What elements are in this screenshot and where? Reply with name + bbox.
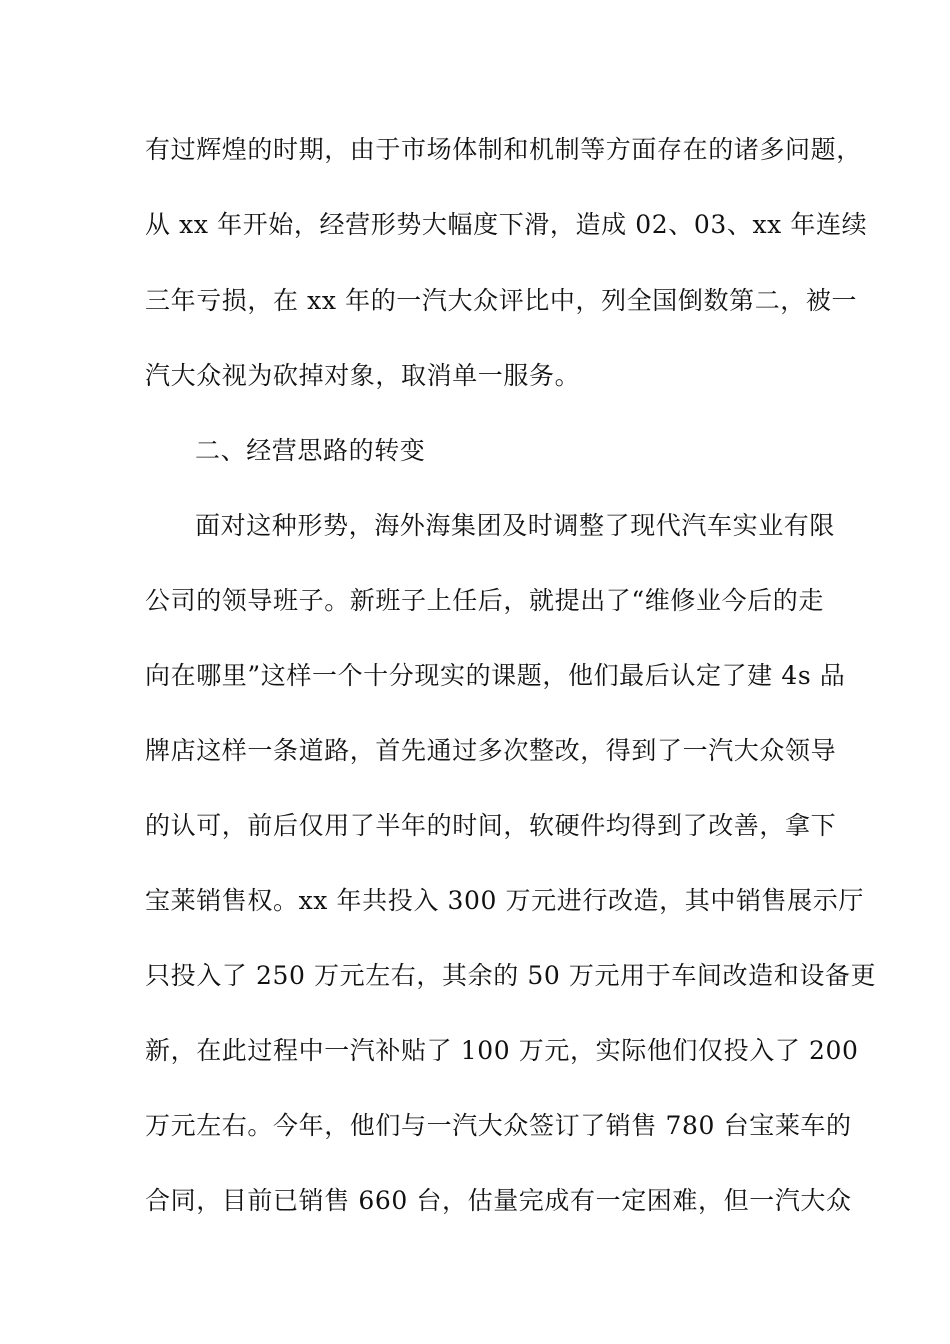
paragraph-line: 有过辉煌的时期，由于市场体制和机制等方面存在的诸多问题， bbox=[145, 135, 862, 164]
paragraph-line: 公司的领导班子。新班子上任后，就提出了“维修业今后的走 bbox=[145, 586, 824, 615]
paragraph-line: 宝莱销售权。xx 年共投入 300 万元进行改造，其中销售展示厅 bbox=[145, 886, 864, 915]
paragraph-line: 面对这种形势，海外海集团及时调整了现代汽车实业有限 bbox=[195, 511, 836, 540]
paragraph-line: 只投入了 250 万元左右，其余的 50 万元用于车间改造和设备更 bbox=[145, 961, 877, 990]
paragraph-line: 向在哪里”这样一个十分现实的课题，他们最后认定了建 4s 品 bbox=[145, 661, 846, 690]
paragraph-line: 万元左右。今年，他们与一汽大众签订了销售 780 台宝莱车的 bbox=[145, 1111, 852, 1140]
paragraph-line: 汽大众视为砍掉对象，取消单一服务。 bbox=[145, 361, 581, 390]
paragraph-line: 合同，目前已销售 660 台，估量完成有一定困难，但一汽大众 bbox=[145, 1186, 852, 1215]
paragraph-line: 三年亏损，在 xx 年的一汽大众评比中，列全国倒数第二，被一 bbox=[145, 286, 858, 315]
paragraph-line: 牌店这样一条道路，首先通过多次整改，得到了一汽大众领导 bbox=[145, 736, 837, 765]
paragraph-line: 新，在此过程中一汽补贴了 100 万元，实际他们仅投入了 200 bbox=[145, 1036, 859, 1065]
paragraph-line: 从 xx 年开始，经营形势大幅度下滑，造成 02、03、xx 年连续 bbox=[145, 210, 868, 239]
section-heading: 二、经营思路的转变 bbox=[195, 436, 426, 465]
paragraph-line: 的认可，前后仅用了半年的时间，软硬件均得到了改善，拿下 bbox=[145, 811, 837, 840]
